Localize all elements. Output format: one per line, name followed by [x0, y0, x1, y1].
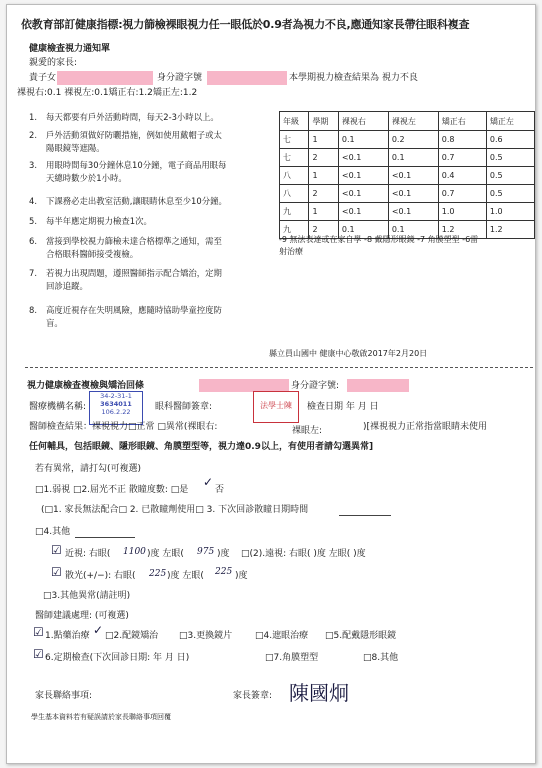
advice-number: 1. — [29, 112, 37, 122]
doctor-seal: 法學士陳 — [253, 391, 299, 423]
table-cell: <0.1 — [338, 185, 388, 203]
advice-text — [46, 235, 222, 261]
advice-line: 戶外活動須做好防曬措施，例如使用戴帽子或太 — [46, 130, 222, 140]
table-cell: 1 — [309, 203, 338, 221]
advice-line: 陽眼鏡等遮陽。 — [46, 143, 105, 153]
table-cell: 0.5 — [486, 149, 534, 167]
id-label: 身分證字號 — [157, 73, 203, 83]
advice-line: 回診追蹤。 — [46, 281, 88, 291]
notice-title: 健康檢查視力通知單 — [29, 44, 111, 54]
vision-summary: 裸視右:0.1 裸視左:0.1矯正右:1.2矯正左:1.2 — [17, 88, 198, 98]
table-cell: <0.1 — [388, 167, 438, 185]
table-cell: 2 — [309, 221, 338, 239]
astig-label: 散光(+/−): 右眼( — [65, 571, 136, 581]
sug4: □4.遮眼治療 — [255, 631, 309, 641]
table-note-2: 射治療 — [279, 247, 303, 256]
table-header-cell: 年級 — [280, 112, 309, 131]
advice-line: 合格眼科醫師接受複檢。 — [46, 249, 139, 259]
cut-line — [25, 367, 533, 368]
table-row — [280, 149, 535, 167]
table-cell: 0.1 — [388, 221, 438, 239]
reply-id-label: 身分證字號: — [291, 381, 340, 391]
table-cell: 0.4 — [438, 167, 486, 185]
table-cell: 0.5 — [486, 167, 534, 185]
sug7: □7.角膜塑型 — [265, 653, 319, 663]
parent-sign-label: 家長簽章: — [233, 691, 273, 701]
table-row — [280, 185, 535, 203]
table-header-cell: 裸視右 — [338, 112, 388, 131]
dilation-date-line — [339, 515, 391, 516]
sug6-checkmark-icon: ☑ — [33, 647, 44, 661]
hospital-stamp: 34-2-31-1 3634011 106.2.22 — [89, 391, 143, 425]
table-row — [280, 203, 535, 221]
astig-checkmark-icon: ☑ — [51, 565, 62, 579]
advice-text — [46, 304, 222, 330]
advice-line: 每天都要有戶外活動時間，每天2-3小時以上。 — [46, 112, 219, 122]
advice-number: 2. — [29, 130, 37, 140]
sug2-tick-icon: ✓ — [93, 623, 104, 637]
no-checkmark-icon: ✓ — [203, 475, 214, 489]
table-header-cell: 矯正右 — [438, 112, 486, 131]
table-cell: 0.2 — [388, 131, 438, 149]
table-cell: 八 — [280, 167, 309, 185]
document-header: 依教育部訂健康指標:視力篩檢裸眼視力任一眼低於0.9者為視力不良,應通知家長帶往眼科複查 — [21, 18, 470, 31]
table-cell: 1.2 — [438, 221, 486, 239]
advice-line: 下課務必走出教室活動,讓眼睛休息至少10分鐘。 — [46, 196, 227, 206]
advice-text — [46, 111, 219, 124]
option-no-label: 否 — [215, 485, 225, 495]
table-cell: 九 — [280, 203, 309, 221]
myopia-checkmark-icon: ☑ — [51, 543, 62, 557]
dilation-options: (□1. 家長無法配合□ 2. 已散瞳劑使用□ 3. 下次回診散瞳日期時間 — [41, 505, 309, 515]
table-cell: 1.2 — [486, 221, 534, 239]
table-note-1: -9 無法表達或在家自學 -8 戴隱形眼鏡 -7 角膜塑型 -6雷 — [279, 235, 479, 244]
footer-note: 學生基本資料若有疑誤請於家長聯絡事項回覆 — [31, 713, 171, 721]
myopia-label: 近視: 右眼( — [65, 549, 111, 559]
table-cell: 1.0 — [438, 203, 486, 221]
doctor-label: 眼科醫師簽章: — [155, 402, 213, 412]
myopia-left-value: 975 — [197, 547, 215, 557]
advice-text — [46, 129, 222, 155]
option-amblyopia-refraction: □1.弱視 □2.屈光不正 散瞳度數: □是 — [35, 485, 189, 495]
sug1: 1.點藥治療 — [45, 631, 90, 641]
advice-number: 6. — [29, 236, 37, 246]
doctor-suggest: 醫師建議處理: (可複選) — [35, 611, 129, 621]
table-header-cell: 矯正左 — [486, 112, 534, 131]
result-note: )[裸視視力正常指當眼睛未使用 — [363, 422, 488, 432]
table-cell: 1 — [309, 131, 338, 149]
advice-line: 高度近視存在失明風險，應隨時協助學童控度防 — [46, 305, 222, 315]
sug2: □2.配鏡矯治 — [105, 631, 159, 641]
table-cell: 0.5 — [486, 185, 534, 203]
astig-end: )度 — [235, 571, 248, 581]
document-page — [6, 4, 536, 764]
advice-text — [46, 159, 226, 185]
table-header-cell: 裸視左 — [388, 112, 438, 131]
greeting: 親愛的家長: — [29, 58, 78, 68]
other-line — [75, 537, 135, 538]
result-label: 醫師檢查結果：裸視視力□正常 □異常(裸眼右: — [29, 422, 218, 432]
result-left-label: 裸眼左: — [292, 426, 323, 436]
astig-right-value: 225 — [149, 569, 167, 579]
parent-contact: 家長聯絡事項: — [35, 691, 93, 701]
table-cell: 1.0 — [486, 203, 534, 221]
table-cell: <0.1 — [338, 167, 388, 185]
advice-text — [46, 267, 222, 293]
redacted-student-name — [57, 71, 153, 85]
sug6: 6.定期檢查(下次回診日期: 年 月 日) — [45, 653, 190, 663]
sug8: □8.其他 — [363, 653, 399, 663]
table-cell: 七 — [280, 131, 309, 149]
advice-line: 每半年應定期視力檢查1次。 — [46, 216, 152, 226]
table-row — [280, 167, 535, 185]
table-cell: 0.1 — [338, 221, 388, 239]
hyperopia-option: □(2).遠視: 右眼( )度 左眼( )度 — [241, 549, 366, 559]
table-cell: 0.7 — [438, 185, 486, 203]
myopia-end: )度 — [217, 549, 230, 559]
parent-signature: 陳國炯 — [289, 681, 349, 705]
abnormal-prompt: 若有異常，請打勾(可複選) — [35, 464, 142, 474]
advice-line: 盲。 — [46, 318, 63, 328]
table-cell: 2 — [309, 185, 338, 203]
advice-line: 若視力出現問題，遵照醫師指示配合矯治，定期 — [46, 268, 222, 278]
sug1-checkmark-icon: ☑ — [33, 625, 44, 639]
redacted-reply-id — [347, 379, 409, 392]
myopia-right-value: 1100 — [123, 547, 146, 557]
myopia-mid: )度 左眼( — [147, 549, 184, 559]
advice-line: 用眼時間每30分鐘休息10分鐘，電子商品用眼每 — [46, 160, 227, 170]
redacted-id-number — [207, 71, 287, 85]
sug3: □3.更換鏡片 — [179, 631, 233, 641]
table-cell: 0.7 — [438, 149, 486, 167]
hospital-label: 醫療機構名稱: — [29, 402, 87, 412]
vision-table — [279, 111, 535, 239]
table-cell: <0.1 — [338, 149, 388, 167]
table-cell: 0.1 — [338, 131, 388, 149]
advice-text — [46, 195, 227, 208]
astig-mid: )度 左眼( — [167, 571, 204, 581]
student-prefix: 貴子女 — [29, 73, 57, 83]
advice-text — [46, 215, 152, 228]
table-cell: 七 — [280, 149, 309, 167]
result-text: 本學期視力檢查結果為 視力不良 — [289, 73, 418, 83]
table-cell: 0.8 — [438, 131, 486, 149]
table-row — [280, 131, 535, 149]
table-header-cell: 學期 — [309, 112, 338, 131]
table-cell: 2 — [309, 149, 338, 167]
table-cell: 0.6 — [486, 131, 534, 149]
sug5: □5.配戴隱形眼鏡 — [325, 631, 397, 641]
advice-number: 3. — [29, 160, 37, 170]
advice-number: 4. — [29, 196, 37, 206]
other-abnormal: □3.其他異常(請註明) — [43, 591, 131, 601]
advice-line: 當接到學校視力篩檢未達合格標準之通知，需至 — [46, 236, 222, 246]
table-cell: 九 — [280, 221, 309, 239]
signoff: 縣立員山國中 健康中心敬啟2017年2月20日 — [269, 349, 428, 358]
advice-number: 8. — [29, 305, 37, 315]
table-cell: 八 — [280, 185, 309, 203]
device-note: 任何輔具，包括眼鏡、隱形眼鏡、角膜塑型等，視力達0.9以上，有使用者請勾選異常] — [29, 442, 374, 452]
advice-line: 天總時數少於1小時。 — [46, 173, 127, 183]
table-cell: <0.1 — [388, 203, 438, 221]
astig-left-value: 225 — [215, 567, 233, 577]
option-other: □4.其他 — [35, 527, 71, 537]
table-cell: 1 — [309, 167, 338, 185]
table-cell: 0.1 — [388, 149, 438, 167]
reply-title: 視力健康檢查複檢與矯治回條 — [27, 381, 145, 391]
table-cell: <0.1 — [388, 185, 438, 203]
check-date: 檢查日期 年 月 日 — [307, 402, 379, 412]
advice-number: 5. — [29, 216, 37, 226]
advice-number: 7. — [29, 268, 37, 278]
table-cell: <0.1 — [338, 203, 388, 221]
